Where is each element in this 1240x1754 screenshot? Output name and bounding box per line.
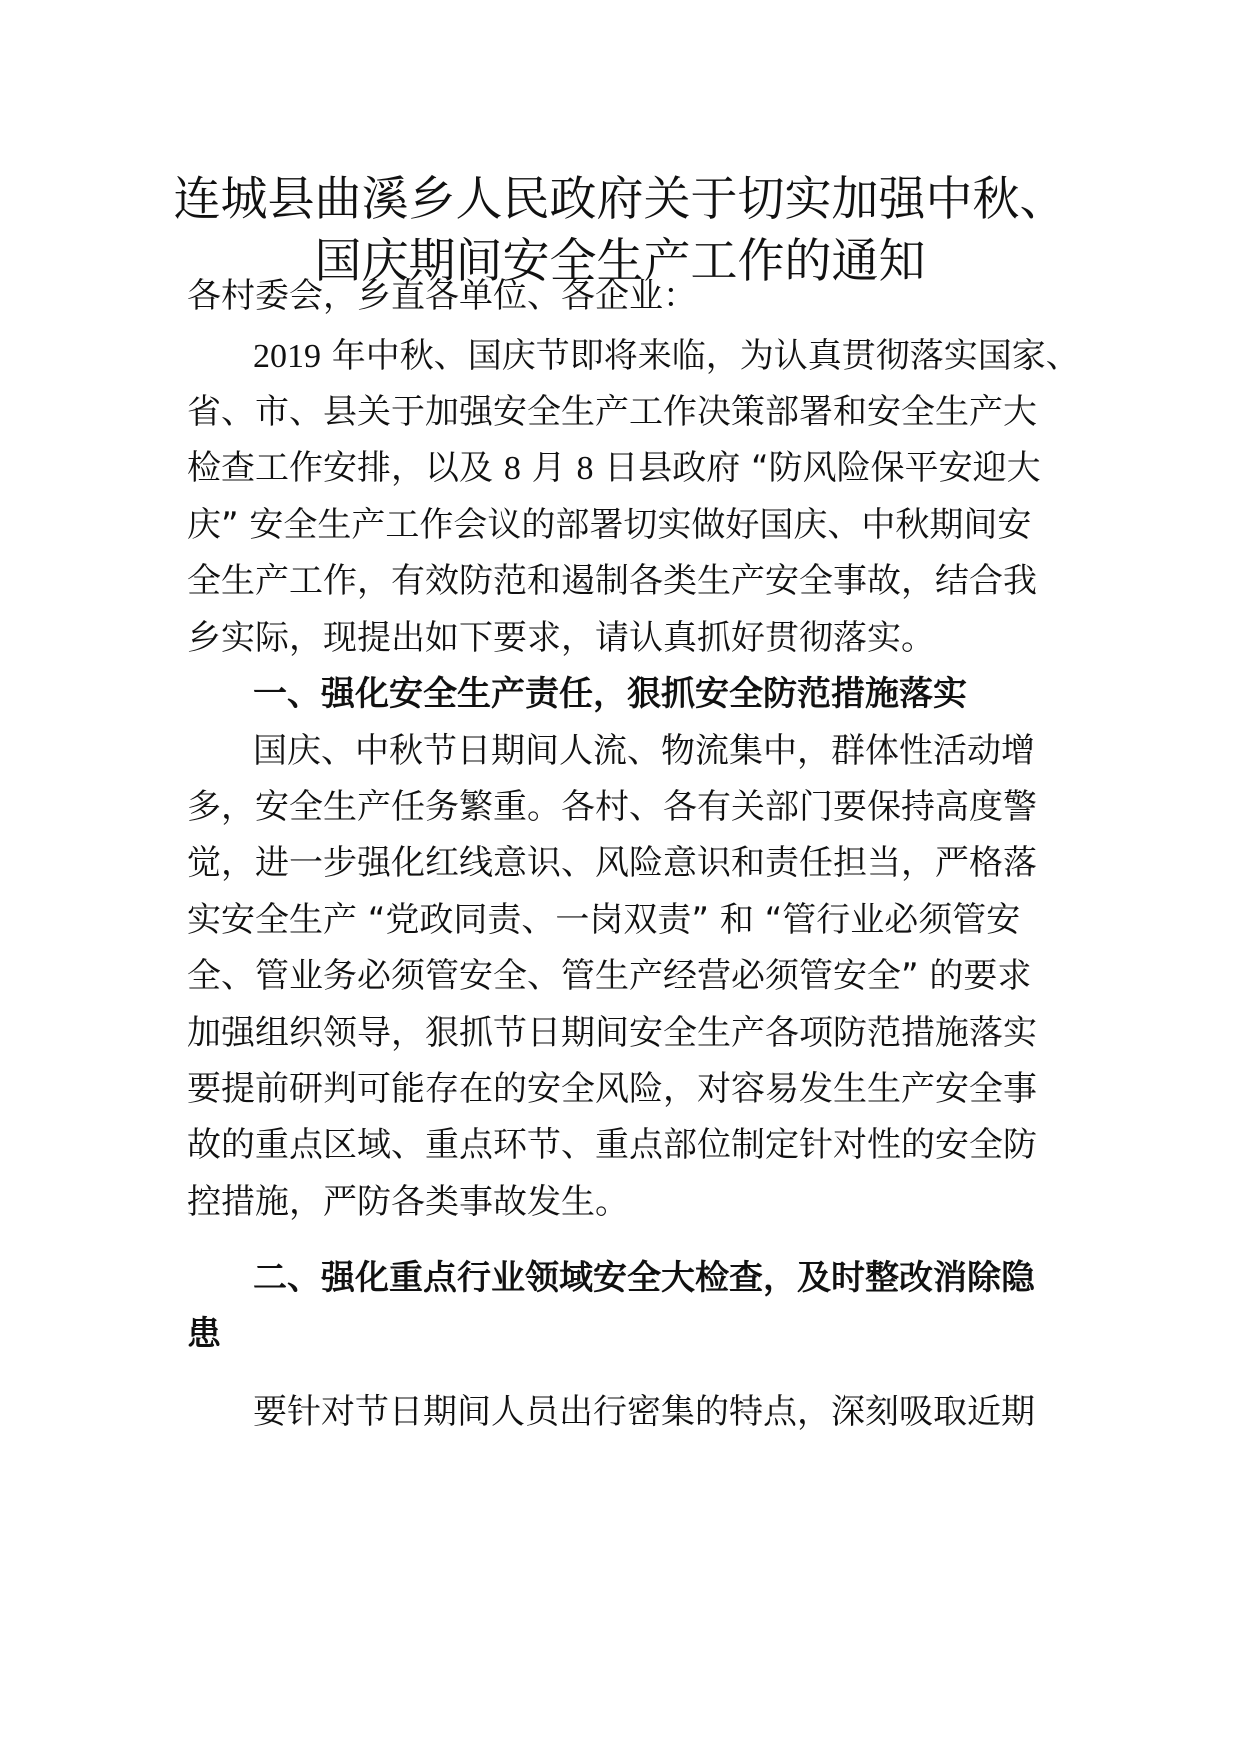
intro-line-2: 省、市、县关于加强安全生产工作决策部署和安全生产大: [187, 392, 1037, 432]
section-1-line: 多，安全生产任务繁重。各村、各有关部门要保持高度警: [187, 787, 1037, 827]
intro-year: 2019: [253, 338, 321, 375]
section-1-line: 国庆、中秋节日期间人流、物流集中，群体性活动增: [253, 731, 1035, 771]
section-1-line: 全、管业务必须管安全、管生产经营必须管安全” 的要求: [187, 956, 1032, 996]
intro-line-1-text: 年中秋、国庆节即将来临，为认真贯彻落实国家、: [321, 336, 1080, 376]
section-1-line: 加强组织领导，狠抓节日期间安全生产各项防范措施落实: [187, 1013, 1037, 1053]
section-2-heading-line-1: 二、强化重点行业领域安全大检查，及时整改消除隐: [253, 1258, 1035, 1298]
intro-line-3-c: 日县政府 “防风险保平安迎大: [593, 448, 1041, 488]
intro-month-number: 8: [503, 450, 521, 487]
intro-line-3: [187, 436, 1047, 501]
document-title-line-2: 国庆期间安全生产工作的通知: [314, 234, 926, 289]
section-2-line-1: 要针对节日期间人员出行密集的特点，深刻吸取近期: [253, 1392, 1035, 1432]
intro-line-3-a: 检查工作安排，以及: [187, 448, 504, 488]
intro-line-5: 全生产工作，有效防范和遏制各类生产安全事故，结合我: [187, 561, 1037, 601]
intro-day-number: 8: [576, 450, 594, 487]
document-title-line-1: 连城县曲溪乡人民政府关于切实加强中秋、: [173, 172, 1067, 227]
intro-line-3-b: 月: [520, 448, 577, 488]
intro-line-4: 庆” 安全生产工作会议的部署切实做好国庆、中秋期间安: [187, 505, 1032, 545]
section-1-line: 实安全生产 “党政同责、一岗双责” 和 “管行业必须管安: [187, 900, 1021, 940]
section-1-line: 控措施，严防各类事故发生。: [187, 1182, 629, 1222]
salutation: 各村委会，乡直各单位、各企业：: [187, 276, 697, 316]
section-1-line: 觉，进一步强化红线意识、风险意识和责任担当，严格落: [187, 843, 1037, 883]
section-1-line: 要提前研判可能存在的安全风险，对容易发生生产安全事: [187, 1069, 1037, 1109]
section-1-heading: 一、强化安全生产责任，狠抓安全防范措施落实: [253, 674, 967, 714]
section-2-heading-line-2: 患: [187, 1314, 221, 1354]
section-1-line: 故的重点区域、重点环节、重点部位制定针对性的安全防: [187, 1125, 1037, 1165]
intro-line-6: 乡实际，现提出如下要求，请认真抓好贯彻落实。: [187, 618, 935, 658]
